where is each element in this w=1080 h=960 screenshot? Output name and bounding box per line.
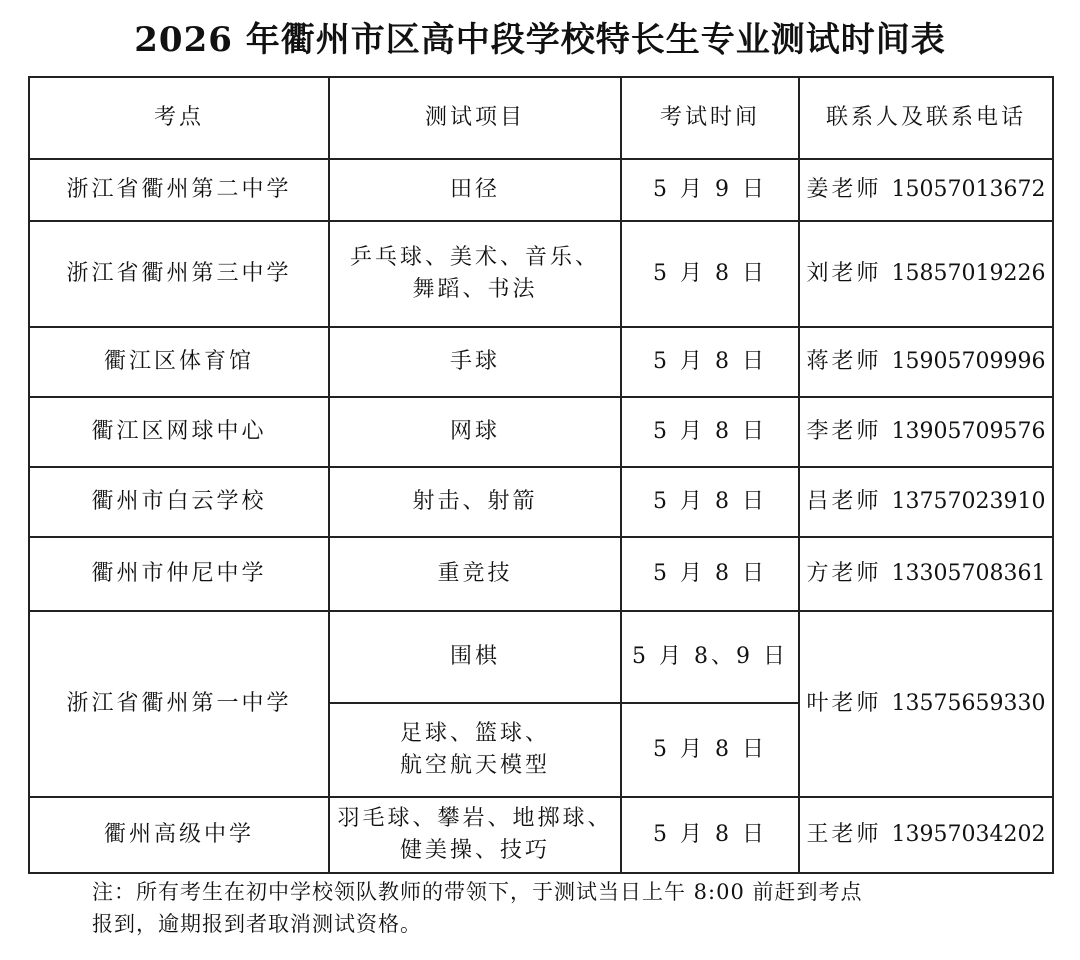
contact-name: 吕老师 [806,489,882,514]
time-cell: 5 月 8、9 日 [621,611,799,703]
event-line: 乒乓球、美术、音乐、 [349,245,600,270]
contact-cell [799,537,1053,611]
contact-cell [799,797,1053,873]
table-row [29,797,1053,873]
venue-cell: 衢州市白云学校 [29,467,329,537]
event-line: 围棋 [449,644,500,669]
venue-cell: 浙江省衢州第二中学 [29,159,329,221]
contact-cell [799,159,1053,221]
footnote [92,876,1012,940]
contact-name: 叶老师 [806,691,882,716]
contact-name: 姜老师 [806,177,882,202]
footnote-line: 注：所有考生在初中学校领队教师的带领下，于测试当日上午 8:00 前赶到考点 [92,880,863,904]
footnote-line: 报到，逾期报到者取消测试资格。 [92,912,422,936]
event-line: 羽毛球、攀岩、地掷球、 [337,806,613,831]
header-time: 考试时间 [621,77,799,159]
contact-cell [799,611,1053,797]
event-cell [329,467,621,537]
event-line: 射击、射箭 [412,489,538,514]
table-row [29,537,1053,611]
event-cell [329,611,621,703]
time-cell: 5 月 8 日 [621,397,799,467]
contact-cell [799,397,1053,467]
contact-phone: 15057013672 [891,177,1046,202]
table-row [29,159,1053,221]
contact-name: 李老师 [806,419,882,444]
time-cell: 5 月 9 日 [621,159,799,221]
event-cell [329,221,621,327]
event-cell [329,703,621,797]
header-venue: 考点 [29,77,329,159]
table-row [29,327,1053,397]
event-line: 重竞技 [437,561,513,586]
event-line: 网球 [449,419,500,444]
contact-phone: 15905709996 [891,349,1046,374]
contact-name: 刘老师 [806,261,882,286]
contact-phone: 13575659330 [891,691,1046,716]
event-cell [329,797,621,873]
table-row [29,397,1053,467]
table-row [29,611,1053,703]
venue-cell: 浙江省衢州第三中学 [29,221,329,327]
event-cell [329,159,621,221]
time-cell: 5 月 8 日 [621,221,799,327]
venue-cell: 浙江省衢州第一中学 [29,611,329,797]
contact-phone: 13957034202 [891,822,1046,847]
event-cell [329,327,621,397]
header-event: 测试项目 [329,77,621,159]
header-contact: 联系人及联系电话 [799,77,1053,159]
contact-phone: 13905709576 [891,419,1046,444]
event-line: 舞蹈、书法 [412,277,538,302]
table-header-row [29,77,1053,159]
event-line: 健美操、技巧 [399,838,550,863]
contact-name: 蒋老师 [806,349,882,374]
contact-phone: 13305708361 [891,561,1046,586]
event-cell [329,537,621,611]
event-cell [329,397,621,467]
contact-phone: 15857019226 [891,261,1046,286]
table-row [29,467,1053,537]
contact-cell [799,221,1053,327]
table-row [29,221,1053,327]
venue-cell: 衢江区网球中心 [29,397,329,467]
page-title: 2026 年衢州市区高中段学校特长生专业测试时间表 [134,20,946,60]
time-cell: 5 月 8 日 [621,537,799,611]
contact-cell [799,467,1053,537]
time-cell: 5 月 8 日 [621,327,799,397]
contact-phone: 13757023910 [891,489,1046,514]
venue-cell: 衢州高级中学 [29,797,329,873]
time-cell: 5 月 8 日 [621,797,799,873]
schedule-table [28,76,1054,874]
event-line: 田径 [449,177,500,202]
event-line: 手球 [449,349,500,374]
venue-cell: 衢江区体育馆 [29,327,329,397]
event-line: 足球、篮球、 [399,721,550,746]
contact-cell [799,327,1053,397]
venue-cell: 衢州市仲尼中学 [29,537,329,611]
contact-name: 王老师 [806,822,882,847]
time-cell: 5 月 8 日 [621,467,799,537]
event-line: 航空航天模型 [399,753,550,778]
time-cell: 5 月 8 日 [621,703,799,797]
contact-name: 方老师 [806,561,882,586]
